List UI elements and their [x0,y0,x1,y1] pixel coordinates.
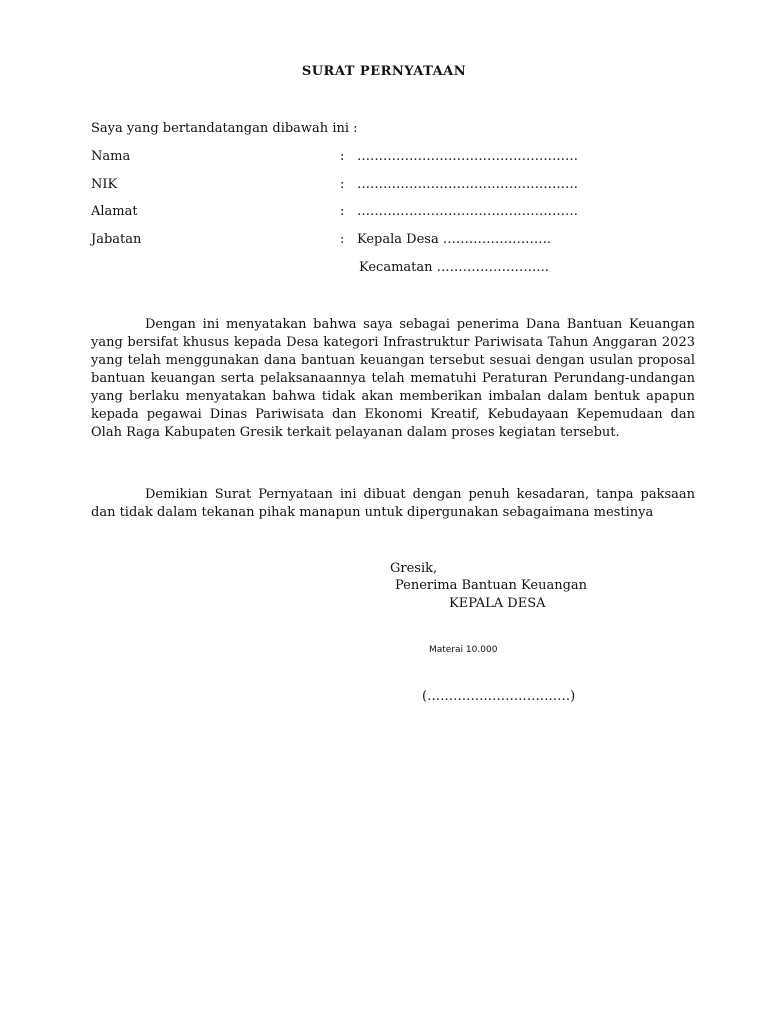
signature-role: Penerima Bantuan Keuangan [395,578,588,593]
field-colon: : [340,177,345,192]
field-colon: : [340,232,345,247]
intro-text: Saya yang bertandatangan dibawah ini : [91,121,358,136]
field-label: Jabatan [91,232,142,247]
field-label: Alamat [91,204,138,219]
closing-paragraph: Demikian Surat Pernyataan ini dibuat dengan penuh kesadaran, tanpa paksaan dan tidak dalam tekanan pihak manapun untuk dipergunakan sebagaimana mestinya [91,487,695,520]
field-label: NIK [91,177,118,192]
signature-position: KEPALA DESA [449,596,546,611]
field-value: …………………………………………… [357,177,578,192]
signature-place: Gresik, [390,561,438,576]
materai-stamp-label: Materai 10.000 [429,645,498,655]
kecamatan-line: Kecamatan …………………….. [359,260,549,275]
statement-paragraph: Dengan ini menyatakan bahwa saya sebagai penerima Dana Bantuan Keuangan yang bersifat khusus kepada Desa kategori Infrastruktur Pariwisata Tahun Anggaran 2023 yang telah menggunakan dana bantuan keuangan tersebut sesuai dengan usulan proposal bantuan keuangan serta pelaksanaannya telah mematuhi Peraturan Perundang-undangan yang berlaku menyatakan bahwa tidak akan memberikan imbalan dalam bentuk apapun kepada pegawai Dinas Pariwisata dan Ekonomi Kreatif, Kebudayaan Kepemudaan dan Olah Raga Kabupaten Gresik terkait pelayanan dalam proses kegiatan tersebut. [91,317,695,440]
field-value: …………………………………………… [357,204,578,219]
field-value: Kepala Desa ……………………. [357,232,551,247]
field-value: …………………………………………… [357,149,578,164]
field-colon: : [340,204,345,219]
signature-name-line: (……………………………) [422,689,576,704]
field-colon: : [340,149,345,164]
field-label: Nama [91,149,131,164]
document-title: SURAT PERNYATAAN [301,64,467,79]
